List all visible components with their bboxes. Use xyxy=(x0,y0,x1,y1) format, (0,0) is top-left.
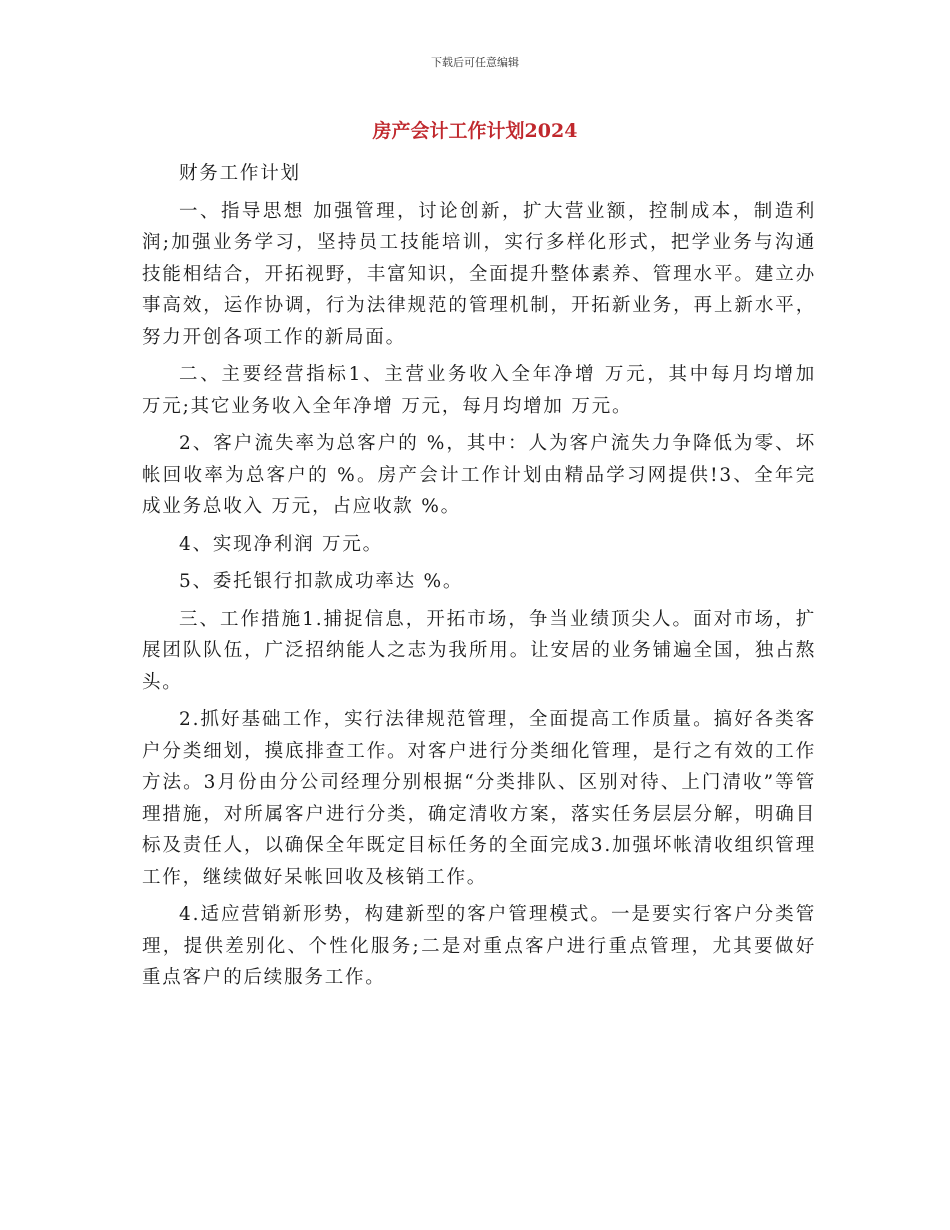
paragraph-heading: 财务工作计划 xyxy=(179,163,301,184)
paragraph-work-measures: 三、工作措施1.捕捉信息，开拓市场，争当业绩顶尖人。面对市场，扩展团队队伍，广泛招纳能人之志为我所用。让安居的业务铺遍全国，独占熬头。 xyxy=(142,608,816,693)
document-title: 房产会计工作计划2024 xyxy=(372,120,578,142)
paragraph-basic-work: 2.抓好基础工作，实行法律规范管理，全面提高工作质量。搞好各类客户分类细划，摸底排查工作。对客户进行分类细化管理，是行之有效的工作方法。3月份由分公司经理分别根据“分类排队、区别对待、上门清收”等管理措施，对所属客户进行分类，确定清收方案，落实任务层层分解，明确目标及责任人，以确保全年既定目标任务的全面完成3.加强坏帐清收组织管理工作，继续做好呆帐回收及核销工作。 xyxy=(142,709,816,888)
paragraph-bank-deduction: 5、委托银行扣款成功率达 %。 xyxy=(179,571,464,592)
page-header-note: 下载后可任意编辑 xyxy=(431,56,519,69)
paragraph-guiding-ideology: 一、指导思想 加强管理，讨论创新，扩大营业额，控制成本，制造利润;加强业务学习，坚持员工技能培训，实行多样化形式，把学业务与沟通技能相结合，开拓视野，丰富知识，全面提升整体素养、管理水平。建立办事高效，运作协调，行为法律规范的管理机制，开拓新业务，再上新水平，努力开创各项工作的新局面。 xyxy=(142,200,816,348)
paragraph-net-profit: 4、实现净利润 万元。 xyxy=(179,533,383,555)
document-body xyxy=(142,158,816,1000)
paragraph-main-indicators: 二、主要经营指标1、主营业务收入全年净增 万元，其中每月均增加 万元;其它业务收入全年净增 万元，每月均增加 万元。 xyxy=(142,364,816,417)
paragraph-customer-management: 4.适应营销新形势，构建新型的客户管理模式。一是要实行客户分类管理，提供差别化、个性化服务;二是对重点客户进行重点管理，尤其要做好重点客户的后续服务工作。 xyxy=(142,904,816,988)
paragraph-customer-churn: 2、客户流失率为总客户的 %，其中：人为客户流失力争降低为零、坏帐回收率为总客户的 %。房产会计工作计划由精品学习网提供!3、全年完成业务总收入 万元，占应收款 %。 xyxy=(142,433,816,517)
